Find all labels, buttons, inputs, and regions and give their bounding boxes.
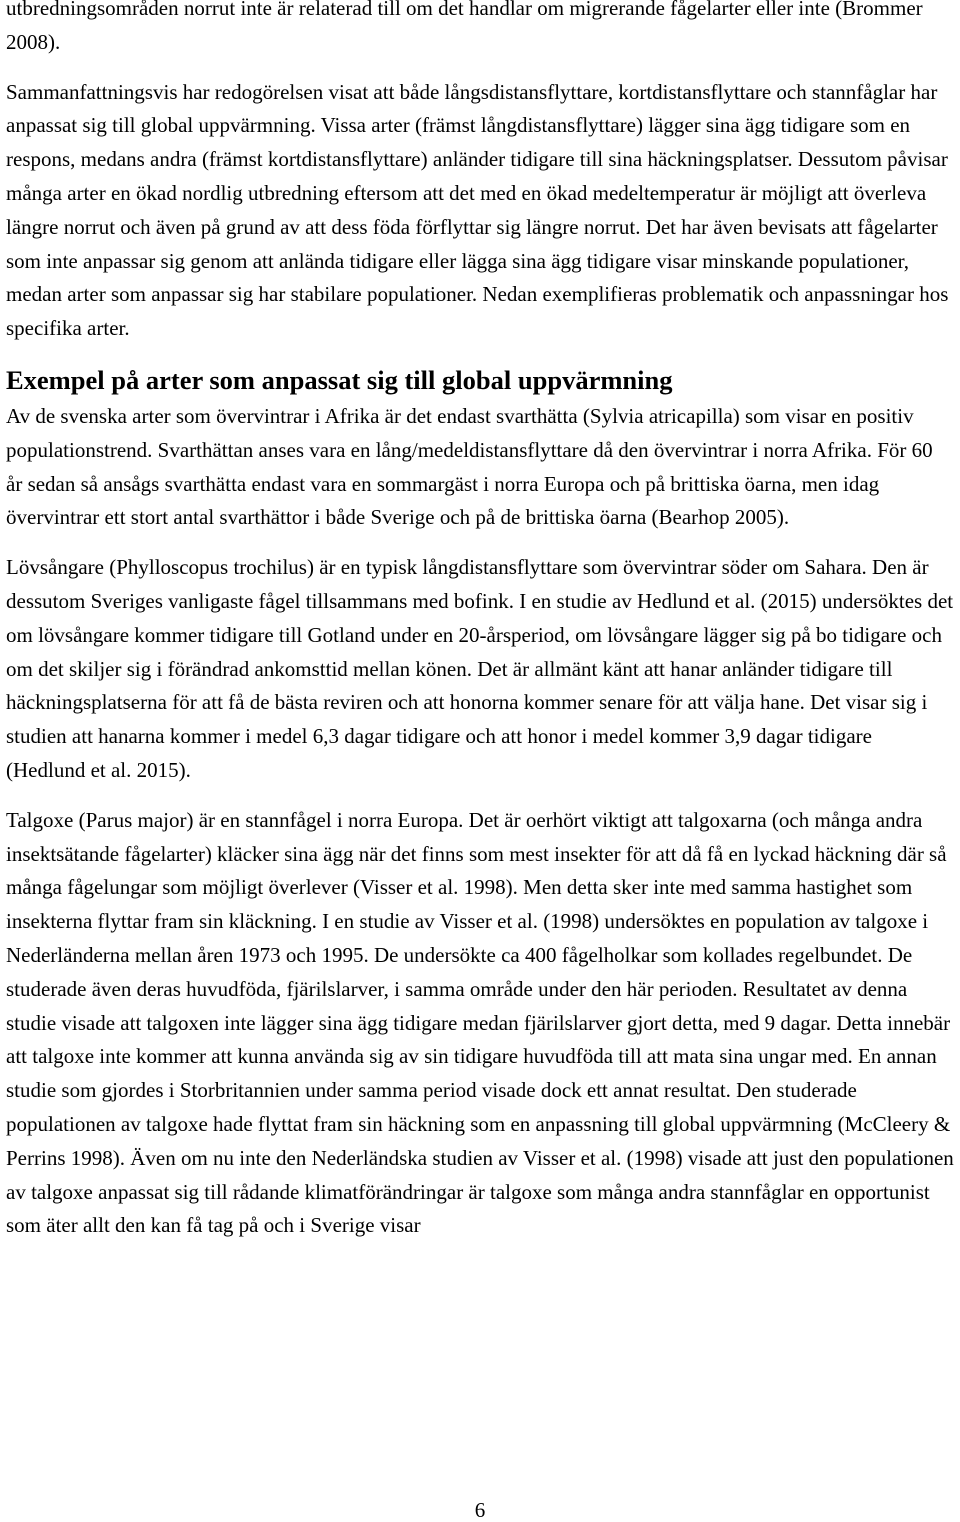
paragraph-continued: utbredningsområden norrut inte är relaterad till om det handlar om migrerande fågelarter eller inte (Brommer 2008). bbox=[6, 0, 923, 54]
document-body bbox=[6, 0, 954, 1243]
paragraph-talgoxe: Talgoxe (Parus major) är en stannfågel i norra Europa. Det är oerhört viktigt att talgoxarna (och många andra insektsätande fågelarter) kläcker sina ägg när det finns som mest insekter för att då få en lyckad häckning där så många fågelungar som möjligt överlever (Visser et al. 1998). Men detta sker inte med samma hastighet som insekterna flyttar fram sin kläckning. I en studie av Visser et al. (1998) undersöktes en population av talgoxe i Nederländerna mellan åren 1973 och 1995. De undersökte ca 400 fågelholkar som kollades regelbundet. De studerade även deras huvudföda, fjärilslarver, i samma område under den här perioden. Resultatet av denna studie visade att talgoxen inte lägger sina ägg tidigare medan fjärilslarver gjort detta, med 9 dagar. Detta innebär att talgoxe inte kommer att kunna använda sig av sin tidigare huvudföda till att mata sina ungar med. En annan studie som gjordes i Storbritannien under samma period visade dock ett annat resultat. Den studerade populationen av talgoxe hade flyttat fram sin häckning som en anpassning till global uppvärmning (McCleery & Perrins 1998). Även om nu inte den Nederländska studien av Visser et al. (1998) visade att just den populationen av talgoxe anpassat sig till rådande klimatförändringar är talgoxe som många andra stannfåglar en opportunist som äter allt den kan få tag på och i Sverige visar bbox=[6, 807, 954, 1238]
section-heading: Exempel på arter som anpassat sig till global uppvärmning bbox=[6, 364, 673, 395]
page-number: 6 bbox=[474, 1498, 486, 1522]
paragraph-svarthatta: Av de svenska arter som övervintrar i Afrika är det endast svarthätta (Sylvia atricapilla) som visar en positiv populationstrend. Svarthättan anses vara en lång/medeldistansflyttare då den övervintrar i norra Afrika. För 60 år sedan så ansågs svarthätta endast vara en sommargäst i norra Europa och på brittiska öarna, men idag övervintrar ett stort antal svarthättor i både Sverige och på de brittiska öarna (Bearhop 2005). bbox=[6, 403, 933, 530]
paragraph-lovsangare: Lövsångare (Phylloscopus trochilus) är en typisk långdistansflyttare som övervintrar söder om Sahara. Den är dessutom Sveriges vanligaste fågel tillsammans med bofink. I en studie av Hedlund et al. (2015) undersöktes det om lövsångare kommer tidigare till Gotland under en 20-årsperiod, om lövsångare lägger sig på bo tidigare och om det skiljer sig i förändrad ankomsttid mellan könen. Det är allmänt känt att hanar anländer tidigare till häckningsplatserna för att få de bästa reviren och att honorna kommer senare för att välja hane. Det visar sig i studien att hanarna kommer i medel 6,3 dagar tidigare och att honor i medel kommer 3,9 dagar tidigare (Hedlund et al. 2015). bbox=[6, 555, 954, 782]
paragraph-summary: Sammanfattningsvis har redogörelsen visat att både långsdistansflyttare, kortdistansflyttare och stannfåglar har anpassat sig till global uppvärmning. Vissa arter (främst långdistansflyttare) lägger sina ägg tidigare som en respons, medans andra (främst kortdistansflyttare) anländer tidigare till sina häckningsplatser. Dessutom påvisar många arter en ökad nordlig utbredning eftersom att det med en ökad medeltemperatur är möjligt att överleva längre norrut och även på grund av att dess föda förflyttar sig längre norrut. Det har även bevisats att fågelarter som inte anpassar sig genom att anlända tidigare eller lägga sina ägg tidigare visar minskande populationer, medan arter som anpassar sig har stabilare populationer. Nedan exemplifieras problematik och anpassningar hos specifika arter. bbox=[6, 79, 949, 341]
